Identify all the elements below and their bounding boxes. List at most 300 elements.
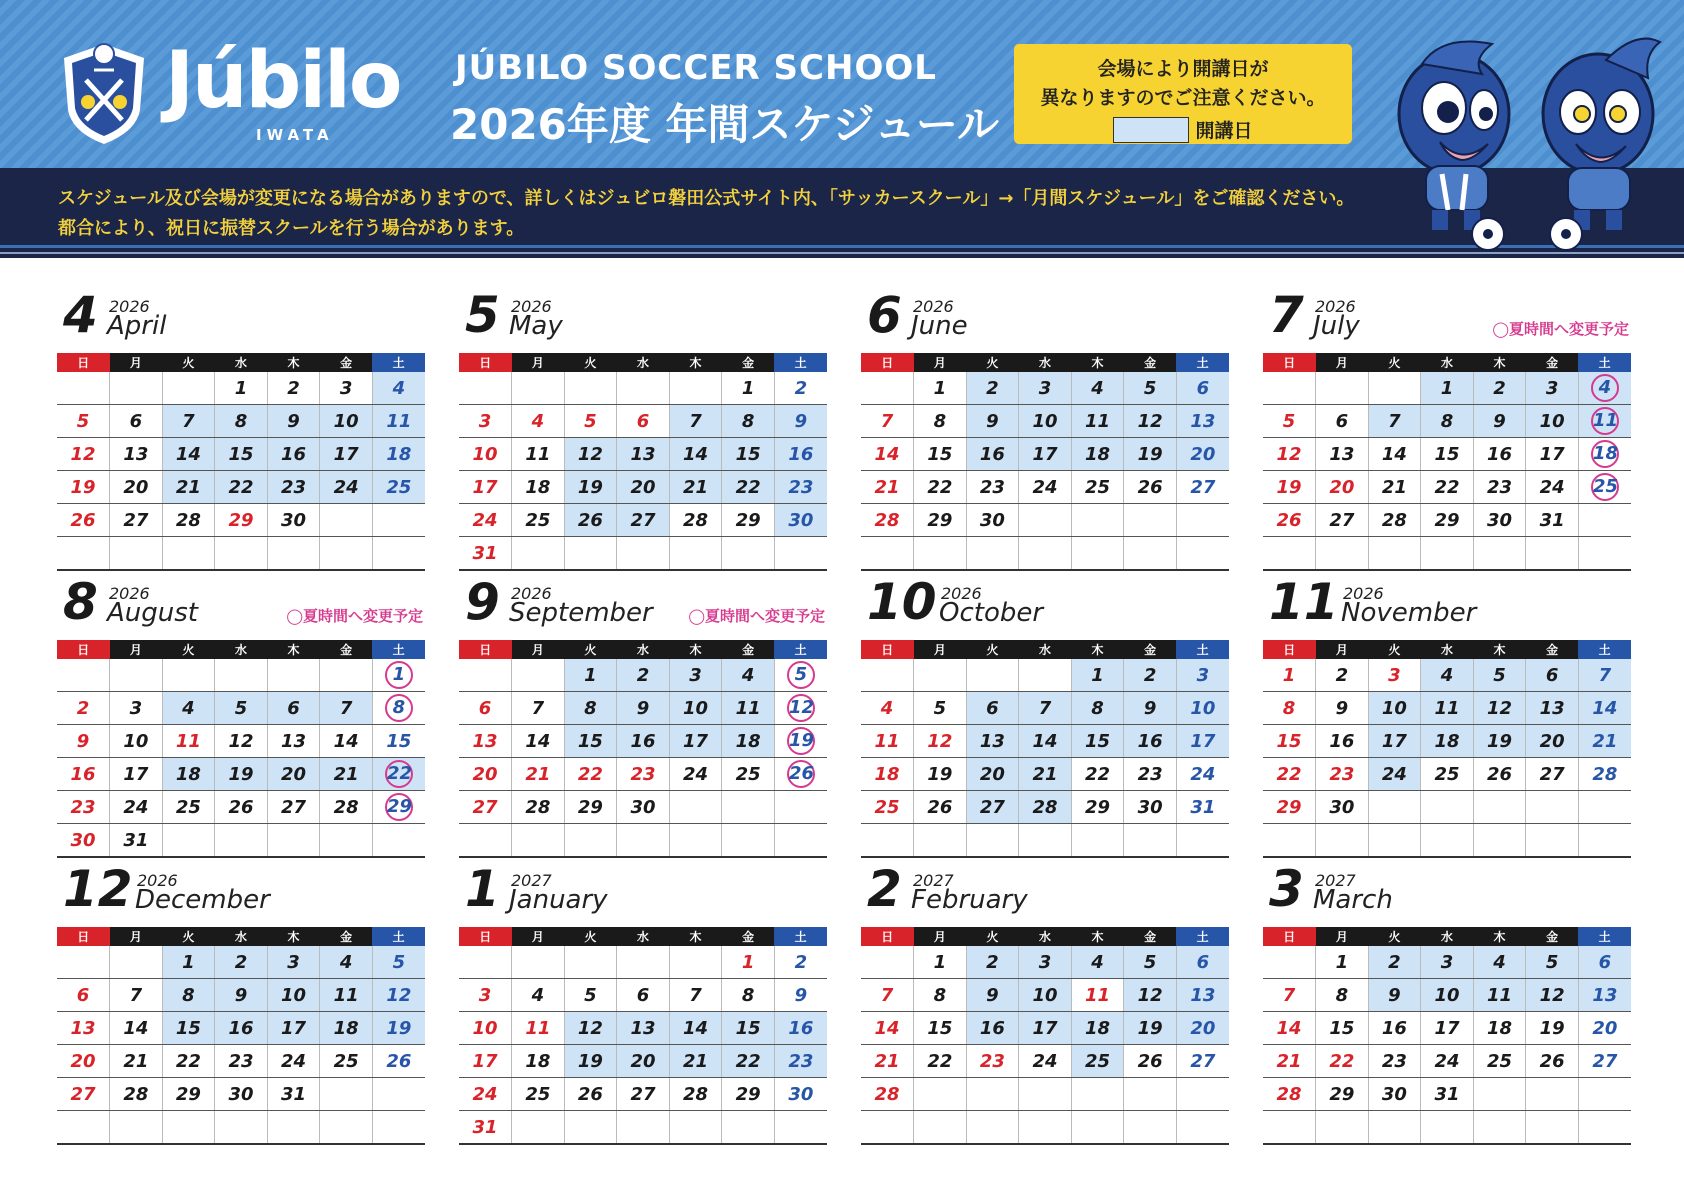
weekday-header: 木: [267, 927, 320, 946]
week-row: [57, 504, 425, 537]
day-cell: 5: [1473, 659, 1526, 692]
day-cell: [1578, 471, 1631, 504]
day-cell: 15: [914, 1012, 967, 1045]
empty-day-cell: [1124, 1111, 1177, 1145]
day-cell: 7: [1019, 692, 1072, 725]
week-row: [57, 946, 425, 979]
day-cell: 21: [162, 471, 215, 504]
weekday-header: 月: [1316, 640, 1369, 659]
day-cell: 4: [162, 692, 215, 725]
month-name: March: [1313, 885, 1393, 915]
week-row: [459, 537, 827, 571]
day-cell: 22: [1316, 1045, 1369, 1078]
weekday-header: 日: [861, 640, 914, 659]
weekday-header: 木: [1071, 927, 1124, 946]
day-cell: 26: [1473, 758, 1526, 791]
empty-day-cell: [320, 1111, 373, 1145]
summer-time-day: 12: [787, 694, 815, 722]
day-cell: 27: [966, 791, 1019, 824]
lesson-legend: [1014, 116, 1352, 143]
day-cell: 18: [861, 758, 914, 791]
day-cell: 21: [1263, 1045, 1316, 1078]
month-number: 2: [867, 860, 902, 918]
day-cell: 11: [162, 725, 215, 758]
empty-day-cell: [669, 372, 722, 405]
weekday-header: 日: [57, 927, 110, 946]
day-cell: 7: [1578, 659, 1631, 692]
day-cell: 18: [722, 725, 775, 758]
weekday-header: 土: [1578, 353, 1631, 372]
day-cell: 26: [1124, 471, 1177, 504]
empty-day-cell: [564, 537, 617, 571]
week-row: [459, 504, 827, 537]
day-cell: 26: [215, 791, 268, 824]
day-cell: 18: [320, 1012, 373, 1045]
week-row: [861, 372, 1229, 405]
day-cell: 15: [1316, 1012, 1369, 1045]
day-cell: 21: [110, 1045, 163, 1078]
day-cell: 27: [1526, 758, 1579, 791]
day-cell: 5: [1263, 405, 1316, 438]
week-row: [861, 405, 1229, 438]
day-cell: 7: [1368, 405, 1421, 438]
week-row: [861, 504, 1229, 537]
empty-day-cell: [669, 824, 722, 858]
day-cell: 1: [914, 946, 967, 979]
weekday-header: 日: [1263, 927, 1316, 946]
day-cell: 8: [1071, 692, 1124, 725]
empty-day-cell: [1071, 1111, 1124, 1145]
week-row: [1263, 1045, 1631, 1078]
day-cell: 19: [564, 1045, 617, 1078]
empty-day-cell: [1124, 1078, 1177, 1111]
day-cell: 27: [617, 1078, 670, 1111]
day-cell: 16: [774, 1012, 827, 1045]
day-cell: 5: [564, 405, 617, 438]
day-cell: 6: [1176, 372, 1229, 405]
weekday-header: 金: [722, 927, 775, 946]
empty-day-cell: [1421, 1111, 1474, 1145]
day-cell: 28: [669, 1078, 722, 1111]
day-cell: 2: [617, 659, 670, 692]
day-cell: 1: [722, 372, 775, 405]
empty-day-cell: [320, 1078, 373, 1111]
empty-day-cell: [512, 1111, 565, 1145]
empty-day-cell: [1316, 1111, 1369, 1145]
empty-day-cell: [57, 1111, 110, 1145]
week-row: [57, 725, 425, 758]
day-cell: 19: [1263, 471, 1316, 504]
day-cell: 2: [1473, 372, 1526, 405]
day-cell: 5: [1124, 372, 1177, 405]
empty-day-cell: [110, 372, 163, 405]
day-cell: 7: [669, 405, 722, 438]
day-cell: 3: [1019, 946, 1072, 979]
empty-day-cell: [267, 537, 320, 571]
day-cell: 7: [669, 979, 722, 1012]
day-cell: 29: [1421, 504, 1474, 537]
week-row: [861, 758, 1229, 791]
empty-day-cell: [162, 824, 215, 858]
day-cell: 27: [459, 791, 512, 824]
empty-day-cell: [459, 659, 512, 692]
day-cell: 24: [459, 504, 512, 537]
day-cell: [372, 659, 425, 692]
day-cell: 30: [774, 1078, 827, 1111]
week-row: [57, 979, 425, 1012]
brand-subtitle: IWATA: [256, 126, 334, 144]
summer-time-day: 8: [385, 694, 413, 722]
day-cell: 8: [1421, 405, 1474, 438]
day-cell: 29: [722, 1078, 775, 1111]
day-cell: [372, 791, 425, 824]
empty-day-cell: [110, 946, 163, 979]
empty-day-cell: [512, 372, 565, 405]
day-cell: 16: [966, 438, 1019, 471]
day-cell: 21: [669, 1045, 722, 1078]
weekday-header: 木: [267, 640, 320, 659]
empty-day-cell: [966, 1078, 1019, 1111]
month-name: January: [509, 885, 608, 915]
day-cell: [372, 692, 425, 725]
day-cell: 10: [1019, 405, 1072, 438]
weekday-header: 月: [914, 927, 967, 946]
day-cell: 10: [320, 405, 373, 438]
summer-time-day: 26: [787, 760, 815, 788]
day-cell: 29: [564, 791, 617, 824]
day-cell: 3: [1176, 659, 1229, 692]
day-cell: 28: [861, 1078, 914, 1111]
empty-day-cell: [1421, 824, 1474, 858]
empty-day-cell: [564, 372, 617, 405]
summer-time-day: 25: [1591, 473, 1619, 501]
day-cell: 25: [1473, 1045, 1526, 1078]
empty-day-cell: [1176, 537, 1229, 571]
empty-day-cell: [512, 946, 565, 979]
week-row: [861, 824, 1229, 858]
day-cell: 1: [1421, 372, 1474, 405]
day-cell: 9: [1124, 692, 1177, 725]
day-cell: 23: [774, 1045, 827, 1078]
day-cell: 13: [1578, 979, 1631, 1012]
day-cell: 10: [1019, 979, 1072, 1012]
month-table: [861, 640, 1229, 858]
day-cell: 27: [267, 791, 320, 824]
month-year: 2026: [109, 297, 150, 316]
weekday-header: 月: [110, 927, 163, 946]
day-cell: 20: [966, 758, 1019, 791]
empty-day-cell: [1368, 372, 1421, 405]
weekday-header: 日: [861, 927, 914, 946]
day-cell: 25: [722, 758, 775, 791]
weekday-header: 土: [774, 927, 827, 946]
empty-day-cell: [1124, 504, 1177, 537]
week-row: [57, 372, 425, 405]
day-cell: 9: [1473, 405, 1526, 438]
day-cell: 10: [459, 1012, 512, 1045]
day-cell: 11: [1421, 692, 1474, 725]
day-cell: 18: [1473, 1012, 1526, 1045]
day-cell: 18: [1421, 725, 1474, 758]
week-row: [459, 1045, 827, 1078]
empty-day-cell: [57, 537, 110, 571]
summer-time-day: 18: [1591, 440, 1619, 468]
week-row: [459, 405, 827, 438]
day-cell: 11: [1071, 405, 1124, 438]
day-cell: 24: [320, 471, 373, 504]
empty-day-cell: [861, 659, 914, 692]
day-cell: 15: [564, 725, 617, 758]
weekday-header: 水: [215, 927, 268, 946]
summer-time-day: 11: [1591, 407, 1619, 435]
weekday-header: 水: [1019, 640, 1072, 659]
empty-day-cell: [459, 372, 512, 405]
month-table: [1263, 353, 1631, 571]
day-cell: 13: [267, 725, 320, 758]
day-cell: 3: [459, 979, 512, 1012]
day-cell: 23: [617, 758, 670, 791]
day-cell: 28: [110, 1078, 163, 1111]
day-cell: 8: [722, 979, 775, 1012]
weekday-header: 月: [1316, 353, 1369, 372]
day-cell: 20: [267, 758, 320, 791]
empty-day-cell: [267, 1111, 320, 1145]
day-cell: 31: [1526, 504, 1579, 537]
day-cell: 23: [1368, 1045, 1421, 1078]
day-cell: 16: [1473, 438, 1526, 471]
empty-day-cell: [774, 537, 827, 571]
week-row: [861, 1111, 1229, 1145]
empty-day-cell: [162, 537, 215, 571]
weekday-header: 木: [1473, 353, 1526, 372]
weekday-header: 日: [459, 640, 512, 659]
empty-day-cell: [320, 537, 373, 571]
empty-day-cell: [722, 537, 775, 571]
empty-day-cell: [861, 537, 914, 571]
day-cell: 21: [861, 471, 914, 504]
day-cell: 12: [1526, 979, 1579, 1012]
empty-day-cell: [617, 946, 670, 979]
empty-day-cell: [1263, 537, 1316, 571]
day-cell: 26: [564, 504, 617, 537]
day-cell: 9: [966, 405, 1019, 438]
day-cell: 5: [215, 692, 268, 725]
empty-day-cell: [1176, 824, 1229, 858]
day-cell: 22: [1071, 758, 1124, 791]
week-row: [1263, 692, 1631, 725]
week-row: [861, 979, 1229, 1012]
empty-day-cell: [372, 537, 425, 571]
empty-day-cell: [110, 659, 163, 692]
week-row: [1263, 1078, 1631, 1111]
day-cell: 20: [617, 471, 670, 504]
weekday-header: 月: [512, 353, 565, 372]
summer-time-note: ◯夏時間へ変更予定: [688, 607, 825, 625]
day-cell: 30: [1124, 791, 1177, 824]
day-cell: 6: [267, 692, 320, 725]
empty-day-cell: [914, 659, 967, 692]
day-cell: 12: [1263, 438, 1316, 471]
summer-time-note: ◯夏時間へ変更予定: [1492, 320, 1629, 338]
day-cell: 22: [1421, 471, 1474, 504]
weekday-header: 木: [1071, 640, 1124, 659]
day-cell: 31: [459, 537, 512, 571]
day-cell: 15: [215, 438, 268, 471]
month-table: [459, 353, 827, 571]
empty-day-cell: [1526, 537, 1579, 571]
day-cell: 9: [57, 725, 110, 758]
day-cell: 25: [372, 471, 425, 504]
weekday-header: 水: [215, 640, 268, 659]
week-row: [1263, 471, 1631, 504]
weekday-header: 木: [1473, 927, 1526, 946]
month-number: 5: [465, 286, 500, 344]
month-name: September: [509, 598, 653, 628]
day-cell: 10: [267, 979, 320, 1012]
month-year: 2026: [1315, 297, 1356, 316]
schedule-title: 2026年度 年間スケジュール: [450, 100, 999, 149]
day-cell: 14: [669, 438, 722, 471]
day-cell: 5: [564, 979, 617, 1012]
day-cell: 10: [110, 725, 163, 758]
day-cell: 20: [110, 471, 163, 504]
month-number: 1: [465, 860, 500, 918]
month-name: December: [135, 885, 270, 915]
day-cell: 17: [267, 1012, 320, 1045]
band-notice-line-2: 都合により、祝日に振替スクールを行う場合があります。: [58, 218, 525, 239]
weekday-header: 木: [669, 640, 722, 659]
day-cell: 23: [966, 1045, 1019, 1078]
empty-day-cell: [1368, 537, 1421, 571]
weekday-header: 土: [774, 640, 827, 659]
day-cell: 10: [1421, 979, 1474, 1012]
day-cell: 5: [57, 405, 110, 438]
month-name: August: [107, 598, 198, 628]
empty-day-cell: [110, 1111, 163, 1145]
empty-day-cell: [774, 824, 827, 858]
empty-day-cell: [1263, 946, 1316, 979]
empty-day-cell: [215, 1111, 268, 1145]
week-row: [1263, 946, 1631, 979]
empty-day-cell: [861, 946, 914, 979]
day-cell: 1: [1263, 659, 1316, 692]
empty-day-cell: [564, 824, 617, 858]
day-cell: 4: [320, 946, 373, 979]
empty-day-cell: [966, 824, 1019, 858]
empty-day-cell: [914, 1078, 967, 1111]
day-cell: 19: [1526, 1012, 1579, 1045]
day-cell: 25: [162, 791, 215, 824]
day-cell: 17: [1421, 1012, 1474, 1045]
mascot-right-icon: [1526, 34, 1676, 254]
day-cell: 21: [1019, 758, 1072, 791]
day-cell: 4: [512, 405, 565, 438]
day-cell: 24: [669, 758, 722, 791]
day-cell: [774, 659, 827, 692]
day-cell: 10: [1368, 692, 1421, 725]
day-cell: 8: [1263, 692, 1316, 725]
day-cell: 21: [669, 471, 722, 504]
weekday-header: 水: [215, 353, 268, 372]
day-cell: 14: [669, 1012, 722, 1045]
mascot-left-icon: [1382, 34, 1532, 254]
empty-day-cell: [966, 659, 1019, 692]
day-cell: 17: [1368, 725, 1421, 758]
day-cell: 26: [57, 504, 110, 537]
day-cell: 19: [564, 471, 617, 504]
day-cell: 16: [774, 438, 827, 471]
day-cell: 16: [215, 1012, 268, 1045]
weekday-header: 日: [1263, 353, 1316, 372]
week-row: [57, 1078, 425, 1111]
day-cell: [774, 758, 827, 791]
day-cell: 29: [914, 504, 967, 537]
day-cell: 16: [617, 725, 670, 758]
day-cell: 15: [722, 438, 775, 471]
empty-day-cell: [1316, 824, 1369, 858]
day-cell: 13: [459, 725, 512, 758]
day-cell: 20: [1176, 1012, 1229, 1045]
weekday-header: 火: [162, 640, 215, 659]
empty-day-cell: [372, 824, 425, 858]
week-row: [459, 692, 827, 725]
day-cell: 25: [1071, 1045, 1124, 1078]
weekday-header: 金: [320, 640, 373, 659]
month-year: 2026: [109, 584, 150, 603]
weekday-header: 水: [1421, 927, 1474, 946]
day-cell: 26: [1263, 504, 1316, 537]
empty-day-cell: [1019, 1111, 1072, 1145]
day-cell: 3: [669, 659, 722, 692]
day-cell: 21: [512, 758, 565, 791]
week-row: [459, 1078, 827, 1111]
day-cell: 17: [459, 1045, 512, 1078]
empty-day-cell: [320, 824, 373, 858]
day-cell: 17: [1019, 1012, 1072, 1045]
day-cell: 2: [267, 372, 320, 405]
day-cell: 20: [1176, 438, 1229, 471]
empty-day-cell: [722, 1111, 775, 1145]
week-row: [57, 537, 425, 571]
week-row: [861, 1078, 1229, 1111]
empty-day-cell: [1473, 791, 1526, 824]
day-cell: 30: [966, 504, 1019, 537]
day-cell: 28: [1578, 758, 1631, 791]
empty-day-cell: [1019, 1078, 1072, 1111]
weekday-header: 土: [372, 927, 425, 946]
week-row: [861, 471, 1229, 504]
day-cell: 27: [1176, 1045, 1229, 1078]
empty-day-cell: [1368, 791, 1421, 824]
day-cell: 5: [1526, 946, 1579, 979]
month-table: [459, 640, 827, 858]
summer-time-day: 4: [1591, 374, 1619, 402]
weekday-header: 木: [669, 927, 722, 946]
month-name: April: [107, 311, 167, 341]
day-cell: 28: [162, 504, 215, 537]
day-cell: 19: [57, 471, 110, 504]
weekday-header: 木: [669, 353, 722, 372]
empty-day-cell: [1019, 824, 1072, 858]
weekday-header: 水: [1421, 353, 1474, 372]
day-cell: 9: [774, 979, 827, 1012]
weekday-header: 金: [320, 353, 373, 372]
weekday-header: 水: [617, 927, 670, 946]
weekday-header: 火: [966, 927, 1019, 946]
week-row: [459, 725, 827, 758]
day-cell: 20: [1316, 471, 1369, 504]
empty-day-cell: [57, 946, 110, 979]
